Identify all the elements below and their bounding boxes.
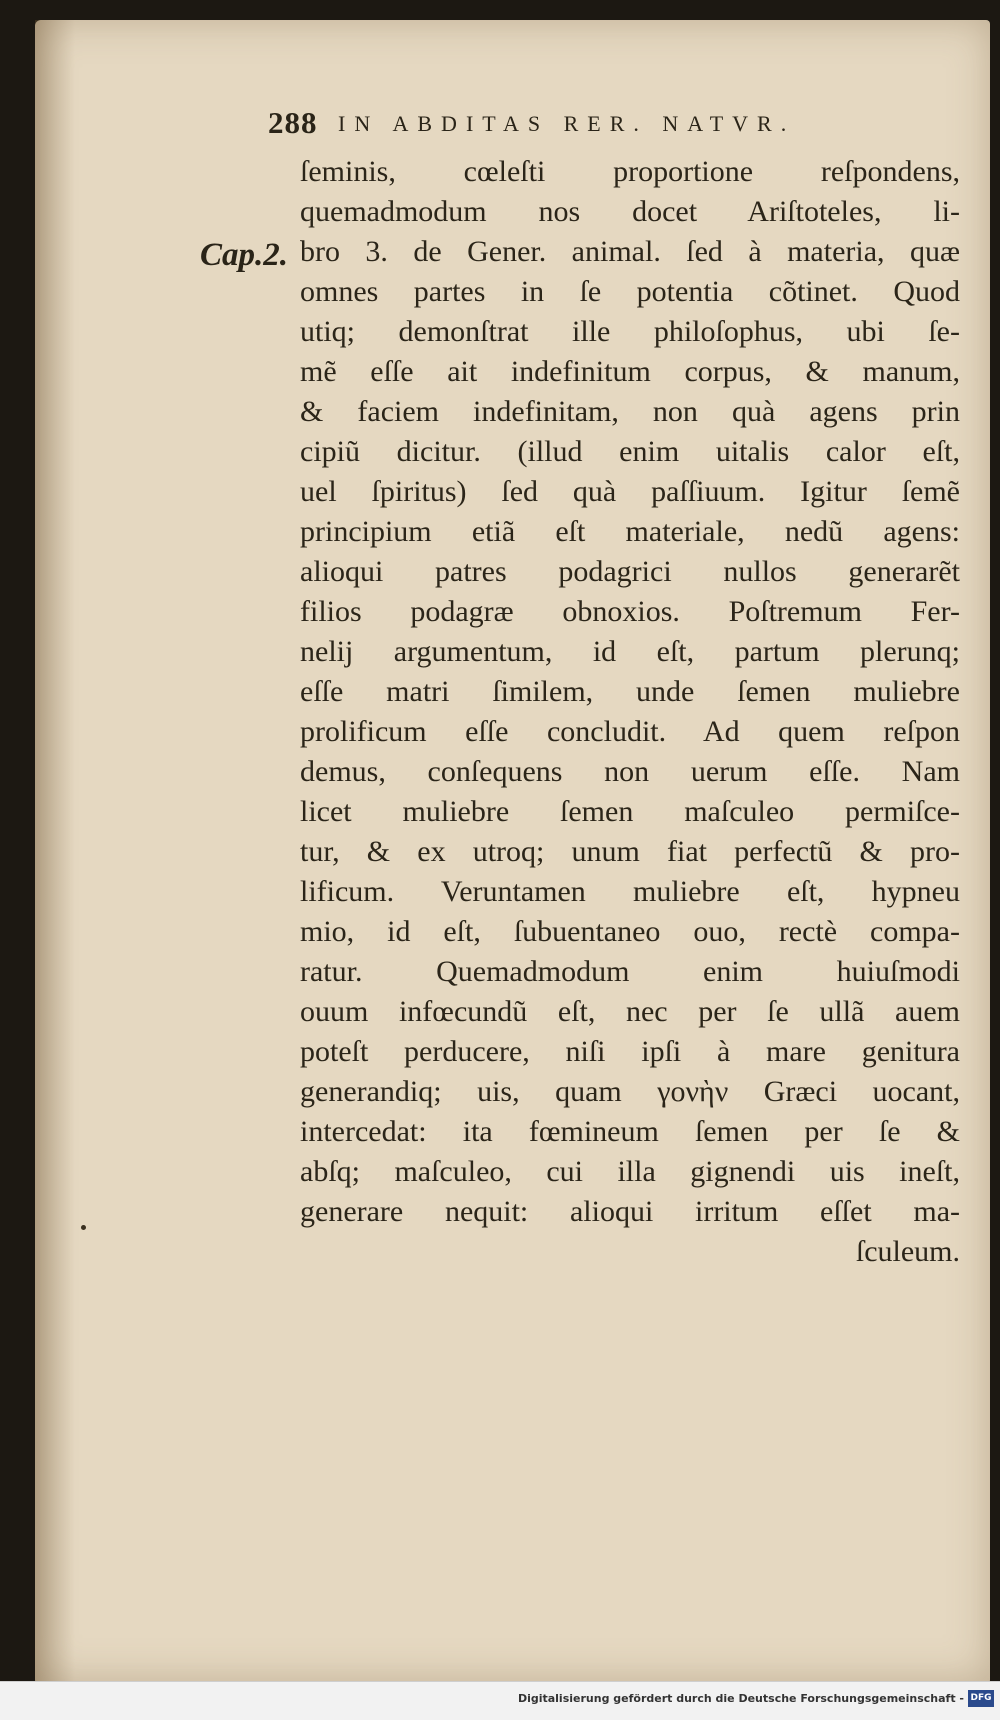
text-line: demus, conſequens non uerum eſſe. Nam: [300, 755, 960, 788]
margin-note: Cap.2.: [200, 237, 289, 273]
text-line: ſeminis, cœleſti proportione reſpondens,: [300, 155, 960, 188]
text-line: tur, & ex utroq; unum fiat perfectũ & pro-: [300, 835, 960, 868]
dfg-logo: DFG: [968, 1690, 994, 1707]
text-line: intercedat: ita fœmineum ſemen per ſe &: [300, 1115, 960, 1148]
text-line: principium etiã eſt materiale, nedũ agens:: [300, 515, 960, 548]
text-line: utiq; demonſtrat ille philoſophus, ubi ſe-: [300, 315, 960, 348]
text-line: bro 3. de Gener. animal. ſed à materia, quæ: [300, 235, 960, 268]
text-line: poteſt perducere, niſi ipſi à mare genitura: [300, 1035, 960, 1068]
text-line: nelij argumentum, id eſt, partum plerunq;: [300, 635, 960, 668]
text-line: mẽ eſſe ait indefinitum corpus, & manum,: [300, 355, 960, 388]
text-line: generare nequit: alioqui irritum eſſet ma-: [300, 1195, 960, 1228]
text-line: eſſe matri ſimilem, unde ſemen muliebre: [300, 675, 960, 708]
text-line-final: ſculeum.: [855, 1235, 960, 1268]
footer-bar: [0, 1681, 1000, 1720]
text-line: & faciem indefinitam, non quà agens prin: [300, 395, 960, 428]
text-line: ouum infœcundũ eſt, nec per ſe ullã auem: [300, 995, 960, 1028]
text-line: prolificum eſſe concludit. Ad quem reſpon: [300, 715, 960, 748]
funding-notice: Digitalisierung gefördert durch die Deutsche Forschungsgemeinschaft -: [517, 1692, 964, 1705]
text-line: lificum. Veruntamen muliebre eſt, hypneu: [300, 875, 960, 908]
page-number: 288: [268, 105, 318, 140]
body-text: [300, 152, 960, 1272]
text-line: uel ſpiritus) ſed quà paſſiuum. Igitur ſemẽ: [300, 475, 960, 508]
page-header: [268, 105, 923, 145]
text-line: generandiq; uis, quam γονὴν Græci uocant,: [300, 1075, 960, 1108]
text-line: licet muliebre ſemen maſculeo permiſce-: [300, 795, 960, 828]
text-line: filios podagræ obnoxios. Poſtremum Fer-: [300, 595, 960, 628]
text-line: mio, id eſt, ſubuentaneo ouo, rectè compa-: [300, 915, 960, 948]
text-line: alioqui patres podagrici nullos generarẽt: [300, 555, 960, 588]
running-title: IN ABDITAS RER. NATVR.: [338, 111, 796, 136]
text-line: quemadmodum nos docet Ariſtoteles, li-: [300, 195, 960, 228]
text-line: cipiũ dicitur. (illud enim uitalis calor eſt,: [300, 435, 960, 468]
ink-spot: [81, 1225, 86, 1230]
text-line: omnes partes in ſe potentia cõtinet. Quod: [300, 275, 960, 308]
text-line: abſq; maſculeo, cui illa gignendi uis ineſt,: [300, 1155, 960, 1188]
text-line: ratur. Quemadmodum enim huiuſmodi: [300, 955, 960, 988]
